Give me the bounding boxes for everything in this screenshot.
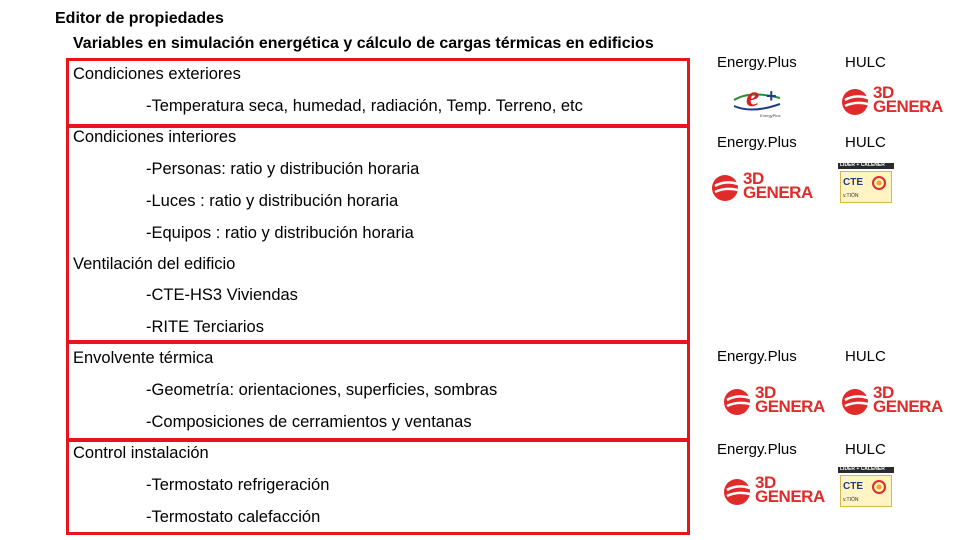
- 3d-genera-logo-icon: 3D GENERA: [840, 384, 944, 418]
- item-ventilacion-1: -CTE-HS3 Viviendas: [146, 286, 298, 304]
- label-energyplus-2: Energy.Plus: [717, 134, 797, 151]
- item-interiores-3: -Equipos : ratio y distribución horaria: [146, 224, 414, 242]
- item-ventilacion-2: -RITE Terciarios: [146, 318, 264, 336]
- label-energyplus-1: Energy.Plus: [717, 54, 797, 71]
- label-hulc-1: HULC: [845, 54, 886, 71]
- cte-hulc-logo-icon: LIDER + CALENER CTE v.TIÓN: [838, 163, 894, 205]
- page-subtitle: Variables en simulación energética y cálculo de cargas térmicas en edificios: [73, 35, 654, 52]
- heading-ventilacion: Ventilación del edificio: [73, 255, 236, 273]
- item-envolvente-2: -Composiciones de cerramientos y ventanas: [146, 413, 472, 431]
- label-hulc-3: HULC: [845, 348, 886, 365]
- 3d-genera-logo-icon: 3D GENERA: [840, 84, 944, 118]
- item-control-2: -Termostato calefacción: [146, 508, 321, 526]
- heading-control: Control instalación: [73, 444, 209, 462]
- label-energyplus-4: Energy.Plus: [717, 441, 797, 458]
- 3d-genera-logo-icon: 3D GENERA: [722, 384, 826, 418]
- 3d-genera-logo-icon: 3D GENERA: [722, 474, 826, 508]
- item-envolvente-1: -Geometría: orientaciones, superficies, sombras: [146, 381, 498, 399]
- heading-interiores: Condiciones interiores: [73, 128, 237, 146]
- cte-hulc-logo-icon: LIDER + CALENER CTE v.TIÓN: [838, 467, 894, 509]
- item-exteriores-1: -Temperatura seca, humedad, radiación, Temp. Terreno, etc: [146, 97, 583, 115]
- label-energyplus-3: Energy.Plus: [717, 348, 797, 365]
- heading-exteriores: Condiciones exteriores: [73, 65, 241, 83]
- page-title: Editor de propiedades: [55, 10, 224, 27]
- heading-envolvente: Envolvente térmica: [73, 349, 214, 367]
- item-interiores-2: -Luces : ratio y distribución horaria: [146, 192, 399, 210]
- 3d-genera-logo-icon: 3D GENERA: [710, 170, 814, 204]
- label-hulc-2: HULC: [845, 134, 886, 151]
- item-control-1: -Termostato refrigeración: [146, 476, 330, 494]
- label-hulc-4: HULC: [845, 441, 886, 458]
- energyplus-logo-icon: e + EnergyPlus: [730, 84, 786, 120]
- item-interiores-1: -Personas: ratio y distribución horaria: [146, 160, 420, 178]
